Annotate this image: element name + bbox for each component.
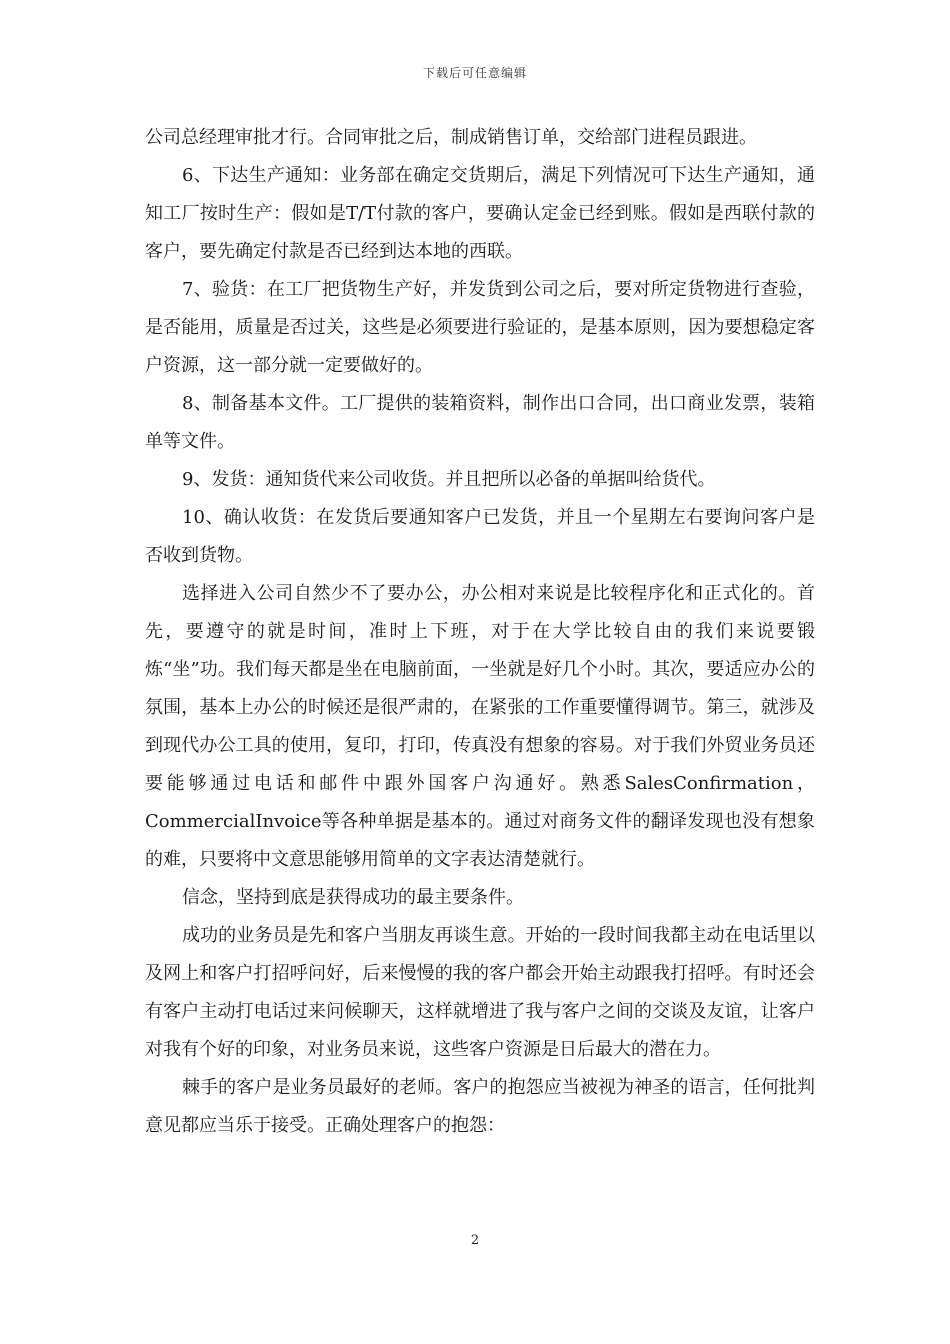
paragraph: 成功的业务员是先和客户当朋友再谈生意。开始的一段时间我都主动在电话里以及网上和客户打招呼问好，后来慢慢的我的客户都会开始主动跟我打招呼。有时还会有客户主动打电话过来问候聊天，这样就增进了我与客户之间的交谈及友谊，让客户对我有个好的印象，对业务员来说，这些客户资源是日后最大的潜在力。 <box>145 925 815 1060</box>
page-number: 2 <box>470 1233 480 1248</box>
paragraph: 9、发货：通知货代来公司收货。并且把所以必备的单据叫给货代。 <box>182 469 716 490</box>
paragraph: 公司总经理审批才行。合同审批之后，制成销售订单，交给部门进程员跟进。 <box>145 127 757 148</box>
paragraph: 7、验货：在工厂把货物生产好，并发货到公司之后，要对所定货物进行查验，是否能用，质量是否过关，这些是必须要进行验证的，是基本原则，因为要想稳定客户资源，这一部分就一定要做好的。 <box>145 279 815 376</box>
paragraph: 信念，坚持到底是获得成功的最主要条件。 <box>182 887 524 908</box>
document-body <box>145 119 815 1145</box>
paragraph: 棘手的客户是业务员最好的老师。客户的抱怨应当被视为神圣的语言，任何批判意见都应当乐于接受。正确处理客户的抱怨： <box>145 1077 815 1136</box>
paragraph: 10、确认收货：在发货后要通知客户已发货，并且一个星期左右要询问客户是否收到货物。 <box>145 507 815 566</box>
page-header: 下载后可任意编辑 <box>422 66 527 80</box>
paragraph: 8、制备基本文件。工厂提供的装箱资料，制作出口合同，出口商业发票，装箱单等文件。 <box>145 393 815 452</box>
paragraph: 6、下达生产通知：业务部在确定交货期后，满足下列情况可下达生产通知，通知工厂按时生产：假如是T/T付款的客户，要确认定金已经到账。假如是西联付款的客户，要先确定付款是否已经到达本地的西联。 <box>145 165 815 262</box>
paragraph: 选择进入公司自然少不了要办公，办公相对来说是比较程序化和正式化的。首先，要遵守的就是时间，准时上下班，对于在大学比较自由的我们来说要锻炼“坐”功。我们每天都是坐在电脑前面，一坐就是好几个小时。其次，要适应办公的氛围，基本上办公的时候还是很严肃的，在紧张的工作重要懂得调节。第三，就涉及到现代办公工具的使用，复印，打印，传真没有想象的容易。对于我们外贸业务员还要能够通过电话和邮件中跟外国客户沟通好。熟悉SalesConfirmation，CommercialInvoice等各种单据是基本的。通过对商务文件的翻译发现也没有想象的难，只要将中文意思能够用简单的文字表达清楚就行。 <box>145 583 815 870</box>
